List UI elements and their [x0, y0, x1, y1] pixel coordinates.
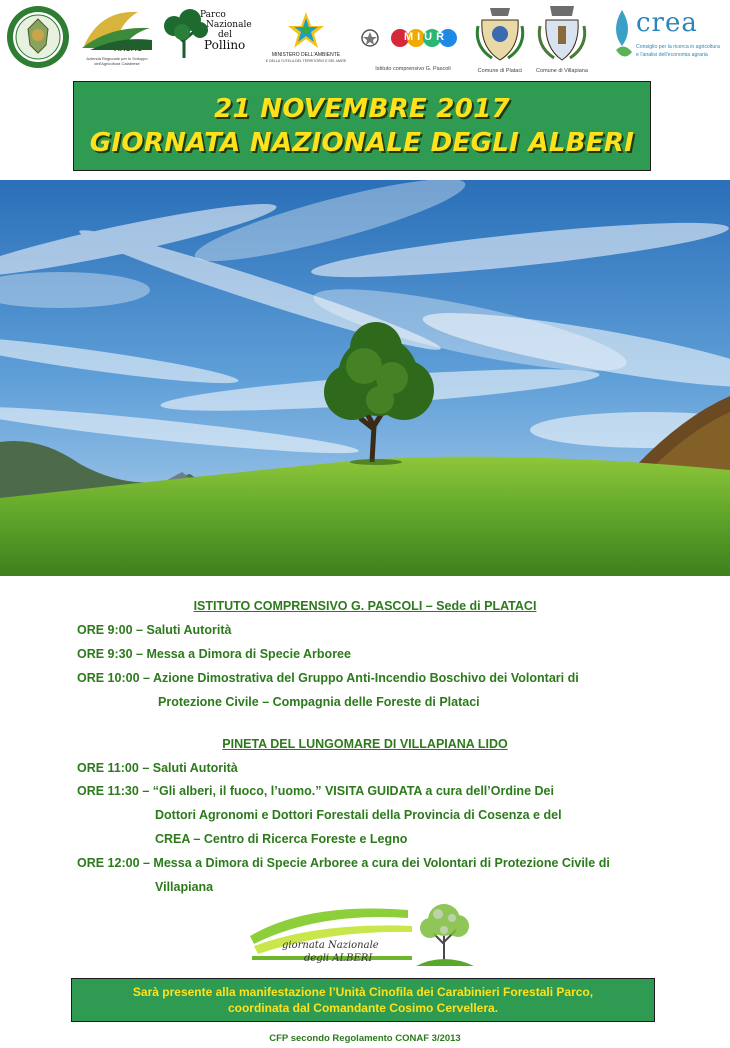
schedule-item-1200: ORE 12:00 – Messa a Dimora di Specie Arboree a cura dei Volontari di Protezione Civile di [77, 856, 610, 870]
miur-logo [358, 26, 468, 76]
parco-pollino-logo [160, 8, 258, 64]
parco-line1: Parco [200, 10, 226, 20]
comune-villapiana-caption: Comune di Villapiana [536, 68, 588, 74]
crea-logo [608, 6, 726, 70]
parco-line3: del [218, 30, 232, 40]
title-event: GIORNATA NAZIONALE DEGLI ALBERI [89, 128, 635, 158]
arsac-name: ARSAC [114, 44, 143, 53]
crea-subtitle-2: e l'analisi dell'economia agraria [636, 52, 708, 58]
event-logo-line1: giornata Nazionale [282, 940, 379, 951]
arsac-logo [80, 6, 154, 70]
parco-line2: Nazionale [206, 20, 252, 30]
schedule-item-1130: ORE 11:30 – “Gli alberi, il fuoco, l’uomo.” VISITA GUIDATA a cura dell’Ordine Dei [77, 784, 554, 798]
carabinieri-note-box [71, 978, 655, 1022]
giornata-alberi-logo [248, 896, 474, 968]
title-date: 21 NOVEMBRE 2017 [214, 94, 510, 124]
comune-plataci-logo [472, 2, 528, 76]
note-line-2: coordinata dal Comandante Cosimo Cervellera. [227, 1001, 499, 1015]
forestry-corps-seal-logo [6, 5, 70, 69]
schedule-item-1130-cont2: CREA – Centro di Ricerca Foreste e Legno [155, 832, 408, 846]
section-plataci-heading: ISTITUTO COMPRENSIVO G. PASCOLI – Sede di PLATACI [193, 599, 537, 613]
section-villapiana-heading: PINETA DEL LUNGOMARE DI VILLAPIANA LIDO [222, 737, 508, 751]
comune-villapiana-logo [534, 2, 590, 76]
crea-subtitle-1: Consiglio per la ricerca in agricoltura [636, 44, 720, 50]
ministero-ambiente-logo [262, 10, 350, 70]
schedule-item-1000-cont: Protezione Civile – Compagnia delle Foreste di Plataci [158, 695, 480, 709]
schedule-item-1200-cont: Villapiana [155, 880, 214, 894]
ministero-line1: MINISTERO DELL'AMBIENTE [271, 52, 341, 58]
schedule-item-0930: ORE 9:30 – Messa a Dimora di Specie Arboree [77, 647, 351, 661]
comune-plataci-caption: Comune di Plataci [477, 68, 523, 74]
ministero-line2: E DELLA TUTELA DEL TERRITORIO E DEL MARE [265, 59, 347, 63]
miur-caption: Istituto comprensivo G. Pascoli [375, 66, 451, 72]
title-banner [73, 81, 651, 171]
schedule-item-0900: ORE 9:00 – Saluti Autorità [77, 623, 232, 637]
parco-line4: Pollino [204, 38, 246, 52]
crea-name: crea [636, 8, 698, 38]
note-line-1: Sarà presente alla manifestazione l’Unità Cinofila dei Carabinieri Forestali Parco, [132, 985, 594, 999]
schedule-item-1000: ORE 10:00 – Azione Dimostrativa del Gruppo Anti-Incendio Boschivo dei Volontari di [77, 671, 579, 685]
logo-strip [0, 0, 730, 78]
tree-on-hill-photo [0, 180, 730, 576]
arsac-subtitle-2: dell'Agricoltura Calabrese [94, 61, 140, 66]
miur-name: MIUR [403, 31, 449, 43]
schedule-item-1100: ORE 11:00 – Saluti Autorità [77, 761, 238, 775]
schedule-item-1130-cont1: Dottori Agronomi e Dottori Forestali della Provincia di Cosenza e del [155, 808, 562, 822]
event-logo-line2: degli ALBERI [304, 953, 373, 964]
cfp-footer: CFP secondo Regolamento CONAF 3/2013 [269, 1033, 461, 1044]
arsac-subtitle-1: Azienda Regionale per lo Sviluppo [86, 56, 148, 61]
